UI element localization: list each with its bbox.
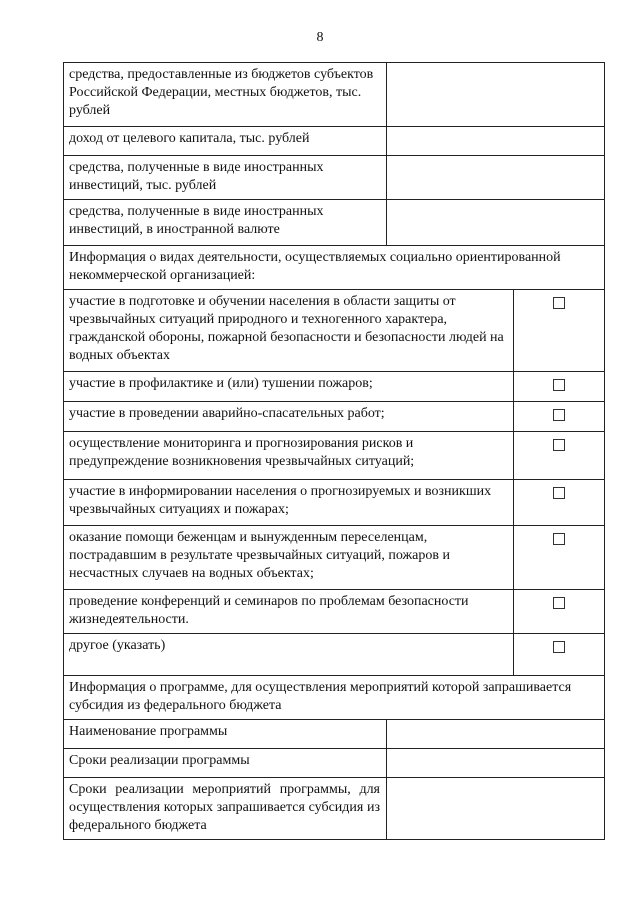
activity-row <box>64 590 605 634</box>
funding-value-field[interactable] <box>387 156 605 200</box>
activity-checkbox[interactable] <box>553 379 565 391</box>
activity-row <box>64 372 605 402</box>
program-label: Сроки реализации мероприятий программы, для осуществления которых запрашивается субсидия из федерального бюджета <box>64 778 387 840</box>
activities-header-row <box>64 246 605 290</box>
program-value-field[interactable] <box>387 749 605 778</box>
activity-checkbox[interactable] <box>553 641 565 653</box>
program-row-period <box>64 749 605 778</box>
funding-row-foreign-investments-currency <box>64 200 605 246</box>
activity-checkbox[interactable] <box>553 297 565 309</box>
program-row-name <box>64 720 605 749</box>
funding-row-endowment-income <box>64 127 605 156</box>
funding-value-field[interactable] <box>387 63 605 127</box>
program-header-row <box>64 676 605 720</box>
activity-checkbox[interactable] <box>553 597 565 609</box>
program-label: Наименование программы <box>64 720 387 749</box>
funding-row-foreign-investments-rubles <box>64 156 605 200</box>
activity-label: осуществление мониторинга и прогнозирования рисков и предупреждение возникновения чрезвычайных ситуаций; <box>64 432 514 480</box>
funding-label: средства, предоставленные из бюджетов субъектов Российской Федерации, местных бюджетов, тыс. рублей <box>64 63 387 127</box>
activity-checkbox[interactable] <box>553 487 565 499</box>
activity-label: участие в профилактике и (или) тушении пожаров; <box>64 372 514 402</box>
activity-row <box>64 402 605 432</box>
program-value-field[interactable] <box>387 720 605 749</box>
program-row-activities-period <box>64 778 605 840</box>
activity-label: проведение конференций и семинаров по проблемам безопасности жизнедеятельности. <box>64 590 514 634</box>
activity-label: участие в подготовке и обучении населения в области защиты от чрезвычайных ситуаций природного и техногенного характера, гражданской обороны, пожарной безопасности и безопасности людей на водных объектах <box>64 290 514 372</box>
funding-label: средства, полученные в виде иностранных инвестиций, тыс. рублей <box>64 156 387 200</box>
activities-header: Информация о видах деятельности, осуществляемых социально ориентированной некоммерческой организацией: <box>64 246 605 290</box>
page-number: 8 <box>316 30 324 45</box>
funding-label: доход от целевого капитала, тыс. рублей <box>64 127 387 156</box>
funding-label: средства, полученные в виде иностранных инвестиций, в иностранной валюте <box>64 200 387 246</box>
activity-label: участие в проведении аварийно-спасательных работ; <box>64 402 514 432</box>
funding-value-field[interactable] <box>387 127 605 156</box>
activity-label: участие в информировании населения о прогнозируемых и возникших чрезвычайных ситуациях и пожарах; <box>64 480 514 526</box>
activity-row <box>64 432 605 480</box>
activity-row <box>64 526 605 590</box>
funding-value-field[interactable] <box>387 200 605 246</box>
program-header: Информация о программе, для осуществления мероприятий которой запрашивается субсидия из федерального бюджета <box>64 676 605 720</box>
activity-row <box>64 290 605 372</box>
funding-row-regional-budgets <box>64 63 605 127</box>
activity-checkbox[interactable] <box>553 409 565 421</box>
activity-row <box>64 480 605 526</box>
program-label: Сроки реализации программы <box>64 749 387 778</box>
program-value-field[interactable] <box>387 778 605 840</box>
activity-row <box>64 634 605 676</box>
activity-checkbox[interactable] <box>553 439 565 451</box>
activity-label: другое (указать) <box>64 634 514 676</box>
activity-checkbox[interactable] <box>553 533 565 545</box>
activity-label: оказание помощи беженцам и вынужденным переселенцам, пострадавшим в результате чрезвычайных ситуаций, пожаров и несчастных случаев на водных объектах; <box>64 526 514 590</box>
application-form-table <box>63 62 605 840</box>
